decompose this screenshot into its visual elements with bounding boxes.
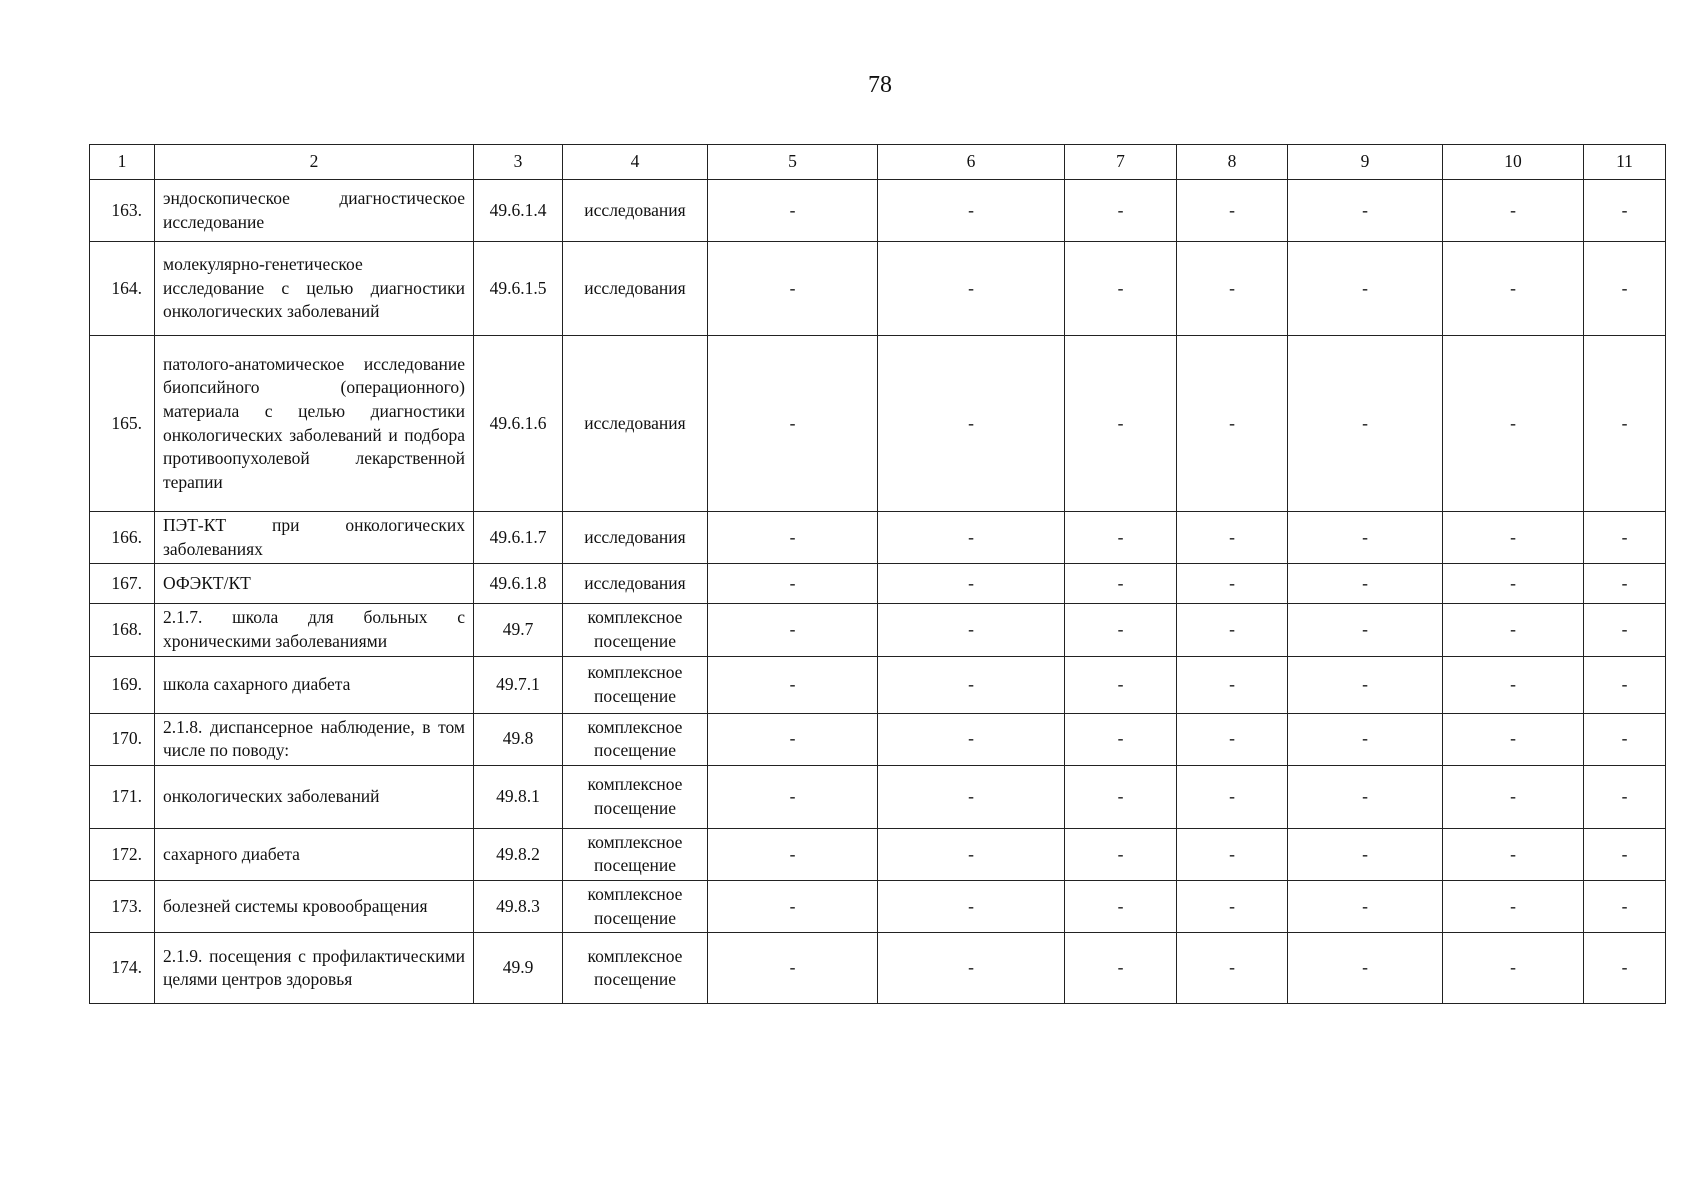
column-header: 6 — [878, 145, 1065, 180]
row-code-cell: 49.6.1.8 — [474, 564, 563, 604]
table-row — [90, 881, 1666, 933]
row-value-cell: - — [1288, 933, 1443, 1004]
row-unit-cell: комплексное посещение — [563, 881, 708, 933]
row-value-cell: - — [1288, 512, 1443, 564]
row-value-cell: - — [1443, 765, 1584, 828]
row-value-cell: - — [878, 828, 1065, 880]
row-name-cell: ПЭТ-КТ при онкологических заболеваниях — [155, 512, 474, 564]
column-header: 2 — [155, 145, 474, 180]
row-unit-cell: исследования — [563, 564, 708, 604]
row-value-cell: - — [708, 765, 878, 828]
row-code-cell: 49.7.1 — [474, 656, 563, 713]
row-value-cell: - — [708, 336, 878, 512]
column-header: 1 — [90, 145, 155, 180]
table-row — [90, 336, 1666, 512]
row-value-cell: - — [1065, 881, 1177, 933]
row-value-cell: - — [1288, 881, 1443, 933]
row-value-cell: - — [1288, 828, 1443, 880]
row-value-cell: - — [878, 604, 1065, 656]
row-value-cell: - — [1584, 713, 1666, 765]
row-code-cell: 49.8.1 — [474, 765, 563, 828]
row-value-cell: - — [1288, 242, 1443, 336]
table-row — [90, 242, 1666, 336]
row-number-cell: 169. — [90, 656, 155, 713]
row-value-cell: - — [1584, 656, 1666, 713]
row-value-cell: - — [1443, 564, 1584, 604]
table-row — [90, 180, 1666, 242]
row-value-cell: - — [1177, 604, 1288, 656]
row-value-cell: - — [1065, 180, 1177, 242]
row-value-cell: - — [878, 933, 1065, 1004]
row-value-cell: - — [1177, 656, 1288, 713]
row-value-cell: - — [708, 242, 878, 336]
row-value-cell: - — [1177, 765, 1288, 828]
row-value-cell: - — [1443, 713, 1584, 765]
row-value-cell: - — [1177, 933, 1288, 1004]
row-value-cell: - — [708, 604, 878, 656]
row-name-cell: патолого-анатомическое исследование биопсийного (операционного) материала с целью диагностики онкологических заболеваний и подбора противоопухолевой лекарственной терапии — [155, 336, 474, 512]
row-value-cell: - — [1443, 512, 1584, 564]
row-name-cell: молекулярно-генетическое исследование с целью диагностики онкологических заболеваний — [155, 242, 474, 336]
row-number-cell: 174. — [90, 933, 155, 1004]
row-number-cell: 170. — [90, 713, 155, 765]
row-number-cell: 163. — [90, 180, 155, 242]
row-value-cell: - — [1584, 336, 1666, 512]
row-code-cell: 49.8.3 — [474, 881, 563, 933]
row-name-cell: 2.1.9. посещения с профилактическими целями центров здоровья — [155, 933, 474, 1004]
row-value-cell: - — [878, 180, 1065, 242]
row-number-cell: 167. — [90, 564, 155, 604]
row-number-cell: 165. — [90, 336, 155, 512]
row-value-cell: - — [708, 564, 878, 604]
column-header: 5 — [708, 145, 878, 180]
row-number-cell: 173. — [90, 881, 155, 933]
row-unit-cell: комплексное посещение — [563, 765, 708, 828]
column-header: 9 — [1288, 145, 1443, 180]
row-code-cell: 49.6.1.5 — [474, 242, 563, 336]
row-value-cell: - — [1065, 765, 1177, 828]
row-value-cell: - — [1443, 933, 1584, 1004]
row-number-cell: 168. — [90, 604, 155, 656]
row-value-cell: - — [1065, 656, 1177, 713]
row-value-cell: - — [708, 512, 878, 564]
column-header: 7 — [1065, 145, 1177, 180]
table-row — [90, 933, 1666, 1004]
row-value-cell: - — [878, 713, 1065, 765]
row-value-cell: - — [1584, 512, 1666, 564]
row-name-cell: ОФЭКТ/КТ — [155, 564, 474, 604]
column-header: 4 — [563, 145, 708, 180]
table-row — [90, 713, 1666, 765]
page-number: 78 — [868, 72, 892, 98]
row-number-cell: 164. — [90, 242, 155, 336]
table-row — [90, 828, 1666, 880]
row-unit-cell: исследования — [563, 180, 708, 242]
row-number-cell: 166. — [90, 512, 155, 564]
table-row — [90, 564, 1666, 604]
row-value-cell: - — [1584, 933, 1666, 1004]
row-value-cell: - — [1177, 713, 1288, 765]
column-header: 11 — [1584, 145, 1666, 180]
row-number-cell: 172. — [90, 828, 155, 880]
row-code-cell: 49.6.1.7 — [474, 512, 563, 564]
table-row — [90, 512, 1666, 564]
row-code-cell: 49.9 — [474, 933, 563, 1004]
row-value-cell: - — [708, 933, 878, 1004]
row-value-cell: - — [1065, 564, 1177, 604]
row-value-cell: - — [1584, 242, 1666, 336]
row-unit-cell: комплексное посещение — [563, 933, 708, 1004]
row-value-cell: - — [1443, 656, 1584, 713]
row-unit-cell: исследования — [563, 242, 708, 336]
row-value-cell: - — [878, 656, 1065, 713]
row-value-cell: - — [1177, 336, 1288, 512]
row-value-cell: - — [1288, 656, 1443, 713]
row-value-cell: - — [1065, 828, 1177, 880]
row-value-cell: - — [1177, 180, 1288, 242]
row-value-cell: - — [1584, 604, 1666, 656]
row-value-cell: - — [708, 881, 878, 933]
row-value-cell: - — [878, 765, 1065, 828]
column-header: 8 — [1177, 145, 1288, 180]
row-code-cell: 49.8 — [474, 713, 563, 765]
row-code-cell: 49.8.2 — [474, 828, 563, 880]
row-value-cell: - — [708, 180, 878, 242]
row-name-cell: болезней системы кровообращения — [155, 881, 474, 933]
row-code-cell: 49.7 — [474, 604, 563, 656]
row-value-cell: - — [1065, 933, 1177, 1004]
row-value-cell: - — [1177, 512, 1288, 564]
row-value-cell: - — [1443, 828, 1584, 880]
row-value-cell: - — [1288, 604, 1443, 656]
row-value-cell: - — [1584, 765, 1666, 828]
row-unit-cell: исследования — [563, 512, 708, 564]
row-value-cell: - — [1065, 242, 1177, 336]
table-header-row — [90, 145, 1666, 180]
row-unit-cell: комплексное посещение — [563, 656, 708, 713]
row-value-cell: - — [1065, 713, 1177, 765]
row-value-cell: - — [708, 713, 878, 765]
row-name-cell: онкологических заболеваний — [155, 765, 474, 828]
row-value-cell: - — [878, 512, 1065, 564]
row-unit-cell: исследования — [563, 336, 708, 512]
row-number-cell: 171. — [90, 765, 155, 828]
column-header: 10 — [1443, 145, 1584, 180]
row-name-cell: 2.1.8. диспансерное наблюдение, в том числе по поводу: — [155, 713, 474, 765]
row-code-cell: 49.6.1.4 — [474, 180, 563, 242]
row-value-cell: - — [1177, 828, 1288, 880]
row-value-cell: - — [1177, 564, 1288, 604]
row-value-cell: - — [1288, 336, 1443, 512]
row-name-cell: школа сахарного диабета — [155, 656, 474, 713]
row-unit-cell: комплексное посещение — [563, 604, 708, 656]
row-value-cell: - — [878, 881, 1065, 933]
table-row — [90, 604, 1666, 656]
row-value-cell: - — [1443, 881, 1584, 933]
row-value-cell: - — [1288, 180, 1443, 242]
row-value-cell: - — [878, 242, 1065, 336]
row-value-cell: - — [1443, 336, 1584, 512]
row-name-cell: эндоскопическое диагностическое исследование — [155, 180, 474, 242]
row-value-cell: - — [1065, 512, 1177, 564]
row-value-cell: - — [1177, 242, 1288, 336]
row-value-cell: - — [878, 564, 1065, 604]
row-value-cell: - — [708, 828, 878, 880]
row-unit-cell: комплексное посещение — [563, 828, 708, 880]
column-header: 3 — [474, 145, 563, 180]
row-value-cell: - — [1584, 564, 1666, 604]
table-row — [90, 656, 1666, 713]
row-value-cell: - — [1177, 881, 1288, 933]
row-name-cell: сахарного диабета — [155, 828, 474, 880]
data-table — [89, 144, 1666, 1004]
table-row — [90, 765, 1666, 828]
row-value-cell: - — [1288, 765, 1443, 828]
row-value-cell: - — [1584, 881, 1666, 933]
row-value-cell: - — [1288, 564, 1443, 604]
row-value-cell: - — [1443, 242, 1584, 336]
row-code-cell: 49.6.1.6 — [474, 336, 563, 512]
row-value-cell: - — [1065, 336, 1177, 512]
row-value-cell: - — [708, 656, 878, 713]
row-value-cell: - — [1443, 180, 1584, 242]
row-name-cell: 2.1.7. школа для больных с хроническими заболеваниями — [155, 604, 474, 656]
row-unit-cell: комплексное посещение — [563, 713, 708, 765]
row-value-cell: - — [878, 336, 1065, 512]
row-value-cell: - — [1288, 713, 1443, 765]
row-value-cell: - — [1584, 828, 1666, 880]
row-value-cell: - — [1443, 604, 1584, 656]
row-value-cell: - — [1584, 180, 1666, 242]
row-value-cell: - — [1065, 604, 1177, 656]
